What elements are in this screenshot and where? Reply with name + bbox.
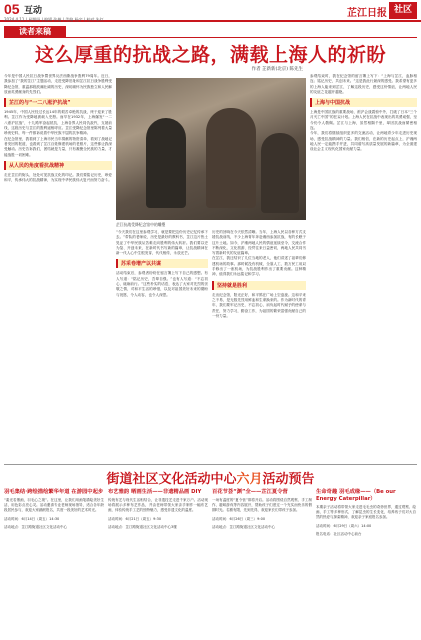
paragraph: 在芷江，我还结识了几位当地的老人，他们讲述了祖辈们修建机场的故事。那时候没有机械，全靠人工，数万民工用双手修出了一座机场，为抗战胜利作出了重要贡献。这种精神，值得我们永远铭记和学习。 — [212, 256, 306, 277]
banner-highlight: 六月 — [236, 472, 263, 487]
banner-prefix: 街道社区文化活动中心 — [106, 472, 237, 487]
paragraph: 历史的回响在今天依然清晰。当年，上海人民以各种方式支援抗战前线，不少上海青年奔赴湘西参加抗战，有的长眠于这片土地。如今，沪湘两地人民的情谊延续至今，交流合作不断深化，文化旅游、经贸往来日益密切，两地人民共同书写着新时代的友谊篇章。 — [212, 230, 306, 256]
section-divider — [4, 464, 417, 465]
event-time: 活动时间：6月21日（周五）9:30 — [108, 516, 162, 521]
event-time: 活动时间：6月26日（周三）9:00 — [212, 516, 266, 521]
photo-caption: 芷江抗战受降纪念馆中的雕塑 — [116, 222, 166, 227]
section-name: 互动 — [24, 6, 43, 16]
article-column-2 — [116, 230, 208, 462]
event-item — [316, 489, 416, 537]
event-item — [4, 489, 104, 530]
newspaper-logo: 社区 — [389, 2, 417, 19]
subheading: 芷江的与“一二八淞沪抗战” — [4, 98, 112, 107]
subheading: 坚持就是胜利 — [212, 281, 306, 290]
column-band: 读者来稿 — [4, 26, 66, 38]
paragraph: 上海是中国抗战的重要战场，淞沪会战震惊中外，打破了日本“三个月灭亡中国”的狂妄计划。上海人民在抗战中表现出的英勇顽强，至今仍令人敬佩。芷江与上海，虽然相隔千里，却因抗战而紧密相连。 — [310, 110, 417, 131]
paragraph: “今天我们在这里参观学习，就是要把这份历史记忆传承下去。”带队的老师说，历史是最好的教科书，芷江这片热土见证了中华民族从苦难走向胜利的伟大转折。我们要以史为鉴、开创未来，在新时代书写新的篇章，让抗战精神在新一代人心中生根发芽，代代相传，永放光芒。 — [116, 230, 208, 256]
article-column-4 — [310, 74, 417, 462]
header-date-line: 2024.4.11 | 星期四 | 编辑 张楠 | 美编 杨宇 | 校对 朱红 — [4, 17, 104, 22]
paragraph: 参观结束时，我在纪念馆的留言簿上写下：“上海与芷江，血脉相连；铭记历史，共创未来。”这是我此行最深的感受。我希望有更多的上海人能来到芷江，了解这段历史，感受这份情谊，让两地人民的友谊之花越开越艳。 — [310, 74, 417, 94]
event-body: 传统布艺与现代生活相结合，让非遗技艺走进千家万户。活动现场将展示多种布艺作品，并由老师带领大家亲手制作一幅布艺画，体验传统手工艺的独特魅力，感受非遗文化的温度。 — [108, 498, 208, 513]
page-number: 05 — [4, 1, 20, 17]
paragraph: 走出纪念馆，阳光正好，和平鸽在广场上空盘旋。这和平来之不易，是无数先烈用鲜血和生命换来的。作为新时代的青年，我们要牢记历史，不忘初心，肩负起时代赋予的使命与责任，努力学习，勤奋工作，为祖国的繁荣富强贡献自己的一份力量。 — [212, 292, 306, 318]
event-place: 活动地点：芷江路街道社区文化活动中心3楼 — [108, 524, 177, 529]
paragraph: 1945年，中国人民经过长达14年的艰苦卓绝的抗战，终于迎来了胜利。芷江作为受降地被载入史册。而早在1932年，上海爆发“一二八淞沪抗战”，十九路军奋起抵抗，上海各界人民同仇敌忾，支援前线，这段历史与芷江的胜利遥相呼应。芷江受降纪念馆里陈列着大量珍贵史料，每一件都诉说着中华民族不屈的抗争精神。 — [4, 110, 112, 136]
photo-figure — [206, 108, 256, 208]
event-time: 活动时间：6月14日（周五）14:30 — [4, 516, 60, 521]
article-photo — [116, 78, 306, 220]
subheading: 从人民的角度看抗战精神 — [4, 161, 112, 170]
event-item — [108, 489, 208, 530]
event-place: 活动地点：芷江路街道社区文化活动中心 — [4, 524, 67, 529]
page-header — [0, 0, 421, 22]
event-title: 百花节荟“渊”全——芷江夏令营 — [212, 489, 288, 495]
paragraph: 今年是中国人民抗日战争暨世界反法西斯战争胜利79周年。近日，我参加了“我的芷江”主题活动，走进受降旧址和芷江抗日战争胜利受降纪念馆，重温那段波澜壮阔的历史，深切缅怀为民族独立和人民解放而英勇献身的先烈们。 — [4, 74, 112, 94]
event-body: 本期亲子活动将带领大家走进毛毛虫的奇妙世界，通过观察、绘画、手工等多种形式，了解昆虫的生长变化，培养孩子们对大自然的热爱与探索精神，欢迎亲子家庭报名参加。 — [316, 505, 416, 520]
band-rule — [66, 37, 417, 38]
banner-suffix: 活动预告 — [262, 472, 315, 487]
event-place: 报名电话：社区活动中心前台 — [316, 531, 362, 536]
newspaper-name: 芷江日报 — [347, 8, 387, 19]
event-time: 活动时间：6月29日（周六）14:00 — [316, 523, 372, 528]
article-byline: 作者 芷新新(北京) 陈先生 — [251, 67, 303, 72]
event-body: 一场有温度的“夏令营”即将开启。活动将围绕自然观察、手工制作、趣味游戏等内容展开，帮助孩子们度过一个充实而快乐的假期时光。名额有限，先到先得，欢迎家长们带孩子参加。 — [212, 498, 312, 513]
photo-figure — [146, 118, 186, 208]
subheading: 苏采卷增产以共谋 — [116, 259, 208, 268]
paragraph: 走在芷江的街头，处处可见抗战文化的印记。我们要铭记历史，珍爱和平，传承伟大的抗战精神，为实现中华民族伟大复兴而努力奋斗。 — [4, 172, 112, 183]
paragraph: 在纪念馆里，我看到了上海市民当年捐献的物资清单，看到了战地记者发回的报道，也看到了芷江百姓修建机场的老照片，这些都让我深受触动。历史告诉我们，团结就是力量，只有凝聚全民族的力量，才能战胜一切困难。 — [4, 136, 112, 157]
event-title: 羽毛集结·跨绘描绘繁华年道 在游园中起步 — [4, 489, 104, 495]
article-column-3 — [212, 230, 306, 462]
event-place: 活动地点：芷江路街道社区文化活动中心 — [212, 524, 275, 529]
events-banner — [0, 468, 421, 487]
paragraph: 活动结束后，参观者纷纷在留言簿上写下自己的感想。有人写道：“铭记历史，吾辈自强。”也有人写道：“不忘初心，砥砺前行。”这些朴实的话语，表达了大家对先烈的崇敬之情，对和平生活的珍惜，以及对祖国美好未来的期盼与祝愿，令人动容，也令人深思。 — [116, 271, 208, 297]
event-title: 生命奇趣 羽毛成缘——（Be our Energy Caterpillar） — [316, 489, 396, 502]
event-title: 布艺雅韵 晒画生活——非遗精品画 DIY — [108, 489, 202, 495]
photo-figure — [261, 133, 299, 213]
event-item — [212, 489, 312, 530]
event-body: “素光若墨画，羽毛心之境”。在这里，让我们用画笔描绘美好生活，用色彩点亮心灵。活动邀请专业老师现场指导，适合各年龄段居民参与，欢迎大家踊跃报名，共度一段美好的艺术时光。 — [4, 498, 104, 513]
subheading: 上海与中国抗战 — [310, 98, 417, 107]
paragraph: 今年，我们将继续组织更多的交流活动，让两地青少年走进历史现场，感受抗战精神的力量。我们相信，在新的历史起点上，沪湘两地人民一定能携手并进，共同谱写高质量发展的新篇章，为全面建设社会主义现代化国家贡献力量。 — [310, 131, 417, 152]
article-column-1 — [4, 74, 112, 462]
main-headline: 这么厚重的抗战之路，满载上海人的祈盼 — [34, 44, 386, 66]
